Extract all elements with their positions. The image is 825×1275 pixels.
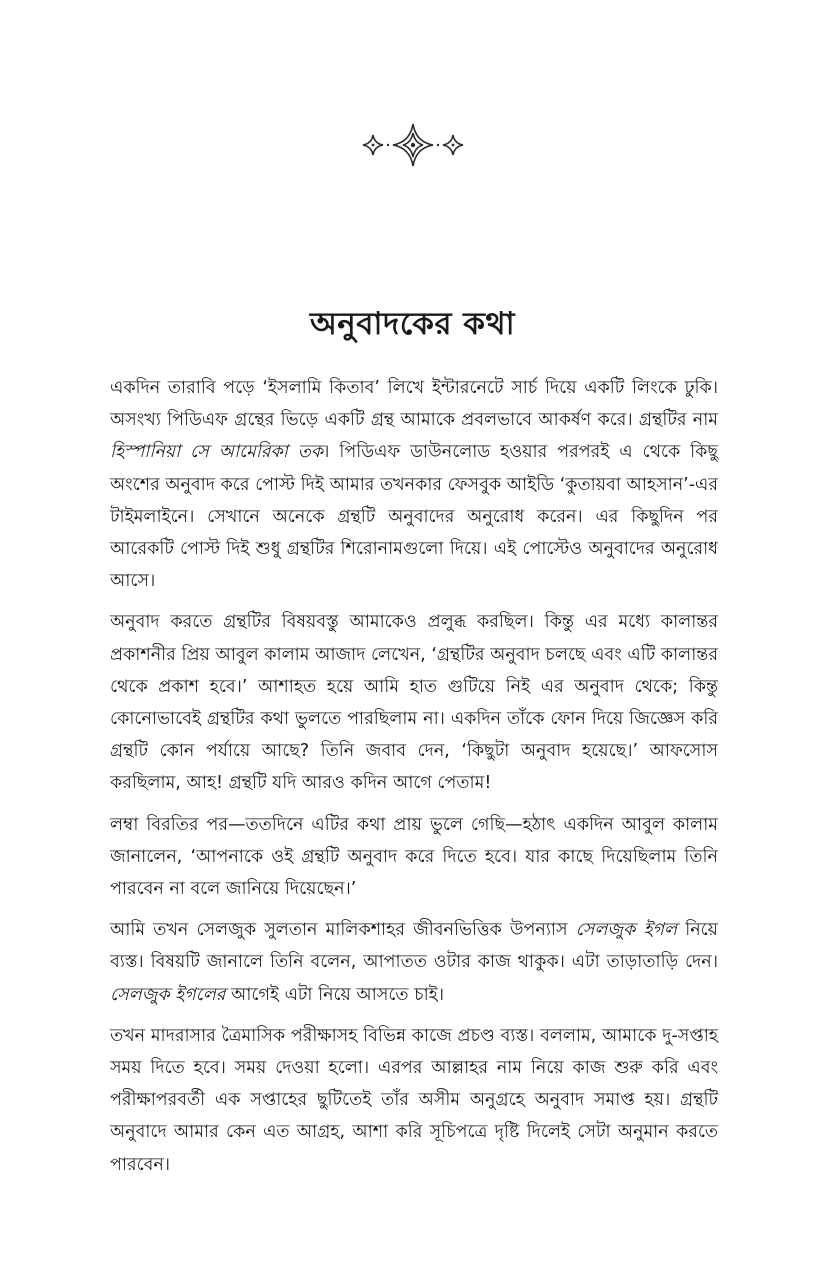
paragraph-text: নিয়ে ব্যস্ত। বিষয়টি জানালে তিনি বলেন, আপাতত ওটার কাজ থাকুক। এটা তাড়াতাড়ি দেন। bbox=[110, 920, 718, 973]
book-title-italic: সেলজুক ইগলের bbox=[110, 984, 226, 1005]
paragraph-text: অনুবাদ করতে গ্রন্থটির বিষয়বস্তু আমাকেও প্রলুব্ধ করছিল। কিন্তু এর মধ্যে কালান্তর প্রকাশনীর প্রিয় আবুল কালাম আজাদ লেখেন, ‘গ্রন্থটির অনুবাদ চলছে এবং এটি কালান্তর থেকে প্রকাশ হবে।’ আশাহত হয়ে আমি হাত গুটিয়ে নিই এর অনুবাদ থেকে; কিন্তু কোনোভাবেই গ্রন্থটির কথা ভুলতে পারছিলাম না। একদিন তাঁকে ফোন দিয়ে জিজ্ঞেস করি গ্রন্থটি কোন পর্যায়ে আছে? তিনি জবাব দেন, ‘কিছুটা অনুবাদ হয়েছে।’ আফসোস করছিলাম, আহ! গ্রন্থটি যদি আরও কদিন আগে পেতাম! bbox=[110, 612, 718, 794]
paragraph-text: তখন মাদরাসার ত্রৈমাসিক পরীক্ষাসহ বিভিন্ন কাজে প্রচণ্ড ব্যস্ত। বললাম, আমাকে দু-সপ্তাহ সময় দিতে হবে। সময় দেওয়া হলো। এরপর আল্লাহর নাম নিয়ে কাজ শুরু করি এবং পরীক্ষাপরবর্তী এক সপ্তাহের ছুটিতেই তাঁর অসীম অনুগ্রহে অনুবাদ সমাপ্ত হয়। গ্রন্থটি অনুবাদে আমার কেন এত আগ্রহ, আশা করি সূচিপত্রে দৃষ্টি দিলেই সেটা অনুমান করতে পারবেন। bbox=[110, 1025, 718, 1175]
paragraph bbox=[110, 606, 718, 799]
page-title: অনুবাদকের কথা bbox=[309, 306, 516, 342]
paragraph bbox=[110, 809, 718, 906]
paragraph-text: । পিডিএফ ডাউনলোড হওয়ার পরপরই এ থেকে কিছু অংশের অনুবাদ করে পোস্ট দিই আমার তখনকার ফেসবুক আইডি ‘কুতায়বা আহসান’-এর টাইমলাইনে। সেখানে অনেকে গ্রন্থটি অনুবাদের অনুরোধ করেন। এর কিছুদিন পর আরেকটি পোস্ট দিই শুধু গ্রন্থটির শিরোনামগুলো দিয়ে। এই পোস্টেও অনুবাদের অনুরোধ আসে। bbox=[110, 442, 718, 592]
paragraph-text: একদিন তারাবি পড়ে ‘ইসলামি কিতাব’ লিখে ইন্টারনেটে সার্চ দিয়ে একটি লিংকে ঢুকি। অসংখ্য পিডিএফ গ্রন্থের ভিড়ে একটি গ্রন্থ আমাকে প্রবলভাবে আকর্ষণ করে। গ্রন্থটির নাম bbox=[110, 378, 718, 431]
diamond-star-ornament-icon bbox=[361, 122, 465, 168]
paragraph bbox=[110, 372, 718, 597]
book-title-italic: হিস্পানিয়া সে আমেরিকা তক bbox=[110, 442, 324, 463]
book-title-italic: সেলজুক ইগল bbox=[575, 920, 678, 941]
paragraph-text: লম্বা বিরতির পর—ততদিনে এটির কথা প্রায় ভুলে গেছি—হঠাৎ একদিন আবুল কালাম জানালেন, ‘আপনাকে ওই গ্রন্থটি অনুবাদ করে দিতে হবে। যার কাছে দিয়েছিলাম তিনি পারবেন না বলে জানিয়ে দিয়েছেন।’ bbox=[110, 814, 718, 900]
paragraph bbox=[110, 914, 718, 1011]
paragraph-text: আমি তখন সেলজুক সুলতান মালিকশাহর জীবনভিত্তিক উপন্যাস bbox=[110, 920, 576, 941]
paragraph-text: আগেই এটা নিয়ে আসতে চাই। bbox=[225, 984, 444, 1005]
body-text bbox=[110, 372, 718, 1190]
paragraph bbox=[110, 1020, 718, 1181]
